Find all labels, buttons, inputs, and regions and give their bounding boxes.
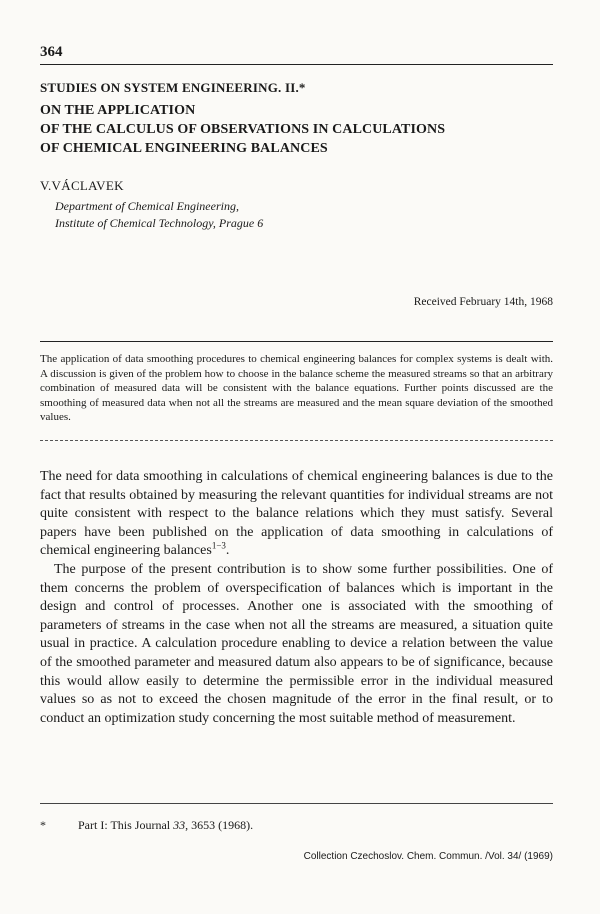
title-line-1: ON THE APPLICATION <box>40 103 196 118</box>
footnote-volume: 33 <box>173 818 186 832</box>
author: V.VÁCLAVEK <box>40 178 124 193</box>
abstract: The application of data smoothing procedures to chemical engineering balances for complex systems is dealt with. A discussion is given of the problem how to choose in the balance scheme the measured streams so that an arbitrary combination of measured data will be consistent with the balance equations. Further points discussed are the smoothing of measured data when not all the streams are measured and the mean square deviation of the smoothed values. <box>40 353 553 424</box>
affiliation-department: Department of Chemical Engineering, <box>55 199 239 213</box>
header-rule <box>40 64 553 65</box>
body-paragraph-2: The purpose of the present contribution is to show some further possibilities. One of them concerns the problem of overspecification of balances which is important in the design and control of processes. Another one is associated with the smoothing of parameters of streams in the case when not all the streams are measured, a situation quite usual in practice. A calculation procedure enabling to device a relation between the value of the smoothed parameter and measured datum also appears to be of significance, because this would allow easily to determine the permissible error in the individual measured values so as not to exceed the chosen magnitude of the error in the final result, or to conduct an optimization study concerning the most suitable method of measurement. <box>40 561 553 726</box>
paragraph-1-end: . <box>225 543 230 559</box>
abstract-bottom-rule <box>40 440 553 441</box>
title-line-3: OF CHEMICAL ENGINEERING BALANCES <box>40 141 328 156</box>
series-title: STUDIES ON SYSTEM ENGINEERING. II.* <box>40 80 306 95</box>
reference-citation: 1−3 <box>211 540 226 551</box>
page-number: 364 <box>40 44 63 60</box>
affiliation <box>55 198 263 232</box>
journal-citation-footer: Collection Czechoslov. Chem. Commun. /Vol. 34/ (1969) <box>303 851 553 862</box>
received-date: Received February 14th, 1968 <box>413 296 553 308</box>
article-title <box>40 101 445 158</box>
footnote-text-end: , 3653 (1968). <box>185 818 254 832</box>
paragraph-1-text: The need for data smoothing in calculations of chemical engineering balances is due to the fact that results obtained by measuring the relevant quantities for individual streams are not quite consistent with respect to the balance relations which they must satisfy. Several papers have been published on the application of data smoothing in calculations of chemical engineering balances <box>40 469 553 559</box>
footnote-mark: * <box>40 818 46 832</box>
abstract-top-rule <box>40 341 553 342</box>
title-line-2: OF THE CALCULUS OF OBSERVATIONS IN CALCULATIONS <box>40 122 446 137</box>
footnote-rule <box>40 803 553 804</box>
footnote <box>40 818 253 833</box>
affiliation-institute: Institute of Chemical Technology, Prague 6 <box>55 216 264 230</box>
body-text <box>40 468 553 728</box>
footnote-text: Part I: This Journal <box>78 818 174 832</box>
body-paragraph-1 <box>40 468 553 561</box>
